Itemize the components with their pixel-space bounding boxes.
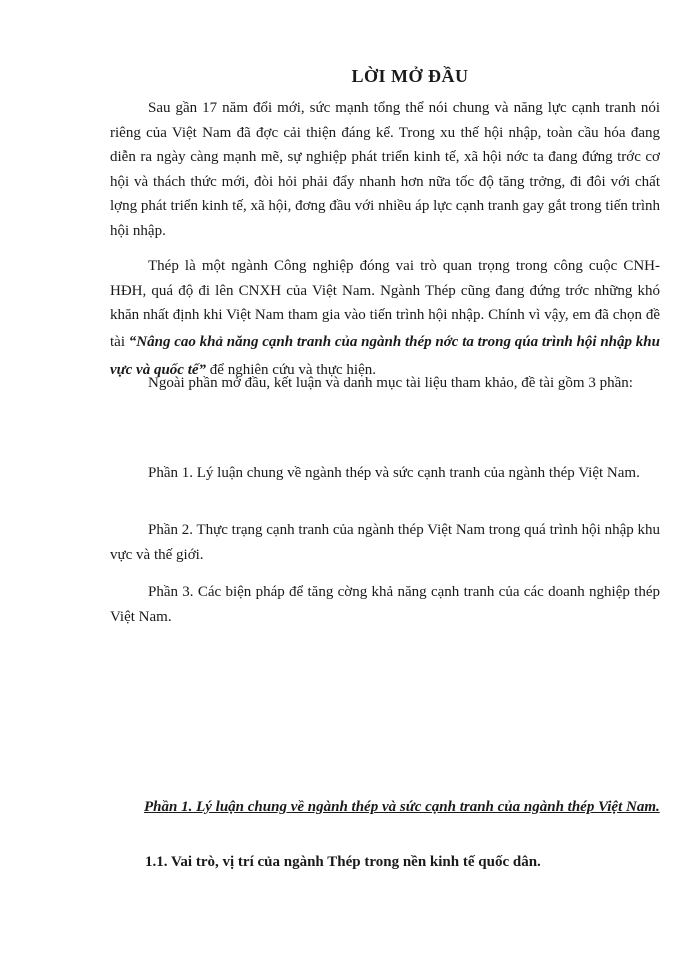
- subsection-heading: 1.1. Vai trò, vị trí của ngành Thép trong nền kinh tế quốc dân.: [145, 854, 541, 870]
- intro-paragraph-text: Sau gần 17 năm đổi mới, sức mạnh tổng thể nói chung và năng lực cạnh tranh nói riêng của Việt Nam đã đợc cải thiện đáng kể. Trong xu thế hội nhập, toàn cầu hóa đang diễn ra ngày càng mạnh mẽ, sự nghiệp phát triển kinh tế, xã hội nớc ta đang đứng trớc cơ hội và thách thức mới, đòi hỏi phải đẩy nhanh hơn nữa tốc độ tăng trởng, đi đôi với chất lợng phát triển kinh tế, xã hội, đơng đầu với nhiều áp lực cạnh tranh gay gắt trong tiến trình hội nhập.: [110, 100, 660, 239]
- topic-paragraph-text-before: Thép là một ngành Công nghiệp đóng vai trò quan trọng trong công cuộc CNH-HĐH, quá độ đi lên CNXH của Việt Nam. Ngành Thép cũng đang đứng trớc những khó khăn nhất định khi Việt Nam tham gia vào tiến trình hội nhập. Chính vì vậy, em đã chọn đề tài: [110, 258, 660, 350]
- part-1-summary-text: Phần 1. Lý luận chung về ngành thép và sức cạnh tranh của ngành thép Việt Nam.: [148, 465, 640, 481]
- part-3-summary-text: Phần 3. Các biện pháp để tăng cờng khả năng cạnh tranh của các doanh nghiệp thép Việt Nam.: [110, 584, 660, 625]
- document-title: LỜI MỞ ĐẦU: [351, 66, 469, 86]
- structure-paragraph-text: Ngoài phần mở đầu, kết luận và danh mục tài liệu tham khảo, đề tài gồm 3 phần:: [148, 375, 633, 391]
- topic-title: “Nâng cao khả năng cạnh tranh của ngành thép nớc ta trong qúa trình hội nhập khu vực và quốc tế”: [110, 333, 660, 378]
- topic-paragraph: [110, 254, 660, 384]
- intro-paragraph: [110, 96, 660, 243]
- part-1-summary: [110, 461, 660, 486]
- section-heading: [110, 796, 665, 818]
- part-2-summary: [110, 518, 660, 567]
- part-2-summary-text: Phần 2. Thực trạng cạnh tranh của ngành thép Việt Nam trong quá trình hội nhập khu vực và thế giới.: [110, 522, 660, 563]
- topic-paragraph-text-after: để nghiên cứu và thực hiện.: [206, 361, 377, 378]
- part-3-summary: [110, 580, 660, 629]
- section-heading-text: Phần 1. Lý luận chung về ngành thép và sức cạnh tranh của ngành thép Việt Nam.: [144, 799, 660, 815]
- structure-paragraph: [110, 371, 660, 396]
